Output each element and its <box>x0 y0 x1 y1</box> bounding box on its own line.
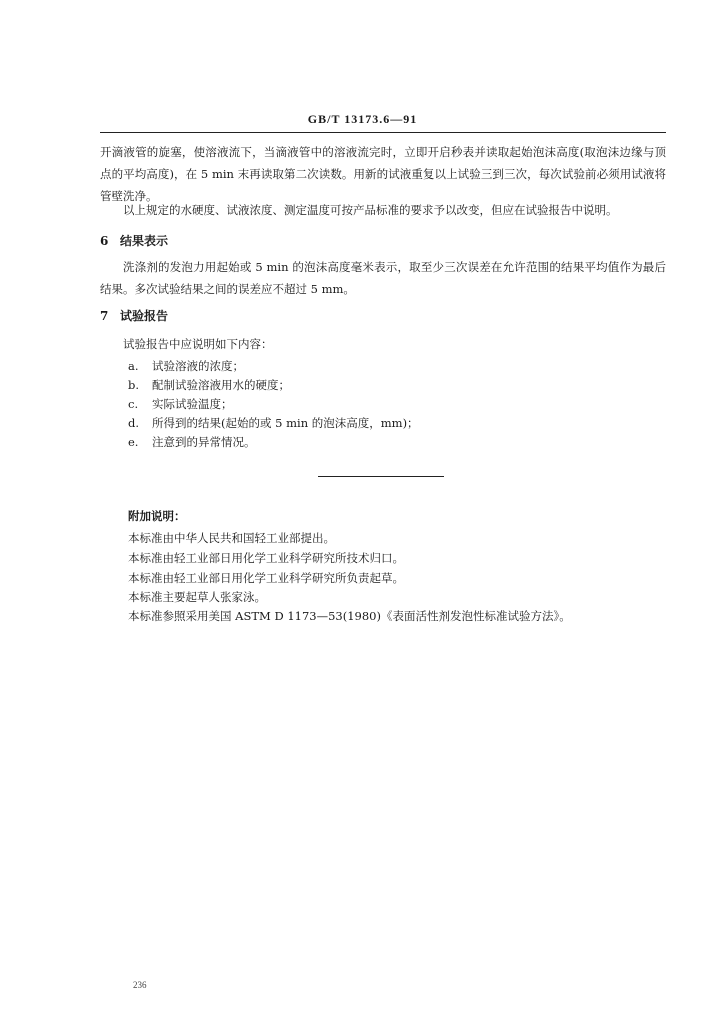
list-item-text: 所得到的结果(起始的或 5 min 的泡沫高度，mm)； <box>152 416 419 430</box>
list-marker: e. <box>128 435 139 449</box>
list-item-c <box>128 396 233 412</box>
end-of-standard-rule <box>318 476 444 477</box>
list-item-a <box>128 358 244 374</box>
section-7-heading <box>100 307 168 324</box>
list-item-text: 注意到的异常情况。 <box>152 435 256 449</box>
list-marker: c. <box>128 397 139 411</box>
header-rule <box>100 132 666 133</box>
section-6-title: 结果表示 <box>120 234 169 248</box>
section-7-title: 试验报告 <box>120 309 169 323</box>
additional-note-line: 本标准由中华人民共和国轻工业部提出。 <box>128 531 335 545</box>
list-marker: d. <box>128 416 140 430</box>
section-7-intro: 试验报告中应说明如下内容： <box>123 337 273 351</box>
additional-note-line: 本标准由轻工业部日用化学工业科学研究所负责起草。 <box>128 571 404 585</box>
section-7-number: 7 <box>100 309 109 323</box>
section-6-number: 6 <box>100 234 109 248</box>
additional-note-line: 本标准由轻工业部日用化学工业科学研究所技术归口。 <box>128 551 404 565</box>
standard-code-header: GB/T 13173.6—91 <box>307 112 418 126</box>
section-6-text: 洗涤剂的发泡力用起始或 5 min 的泡沫高度毫米表示，取至少三次误差在允许范围的结果平均值作为最后结果。多次试验结果之间的误差应不超过 5 mm。 <box>100 260 666 296</box>
list-item-e <box>128 434 256 450</box>
continuation-paragraph: 开滴液管的旋塞，使溶液流下，当滴液管中的溶液流完时，立即开启秒表并读取起始泡沫高度(取泡沫边缘与顶点的平均高度)，在 5 min 末再读取第二次读数。用新的试液重复以上试验三到三次，每次试验前必须用试液将管壁洗净。 <box>100 145 666 203</box>
note-paragraph: 以上规定的水硬度、试液浓度、测定温度可按产品标准的要求予以改变，但应在试验报告中说明。 <box>123 203 618 217</box>
list-item-text: 试验溶液的浓度； <box>152 359 244 373</box>
list-marker: b. <box>128 378 140 392</box>
additional-notes-title: 附加说明： <box>128 509 186 523</box>
page-number: 236 <box>133 980 147 990</box>
list-item-d <box>128 415 419 431</box>
additional-note-line: 本标准参照采用美国 ASTM D 1173—53(1980)《表面活性剂发泡性标准试验方法》。 <box>128 609 571 623</box>
list-item-b <box>128 377 290 393</box>
additional-note-line: 本标准主要起草人张家泳。 <box>128 590 266 604</box>
list-marker: a. <box>128 359 139 373</box>
section-6-heading <box>100 232 168 249</box>
list-item-text: 实际试验温度； <box>152 397 233 411</box>
list-item-text: 配制试验溶液用水的硬度； <box>152 378 290 392</box>
